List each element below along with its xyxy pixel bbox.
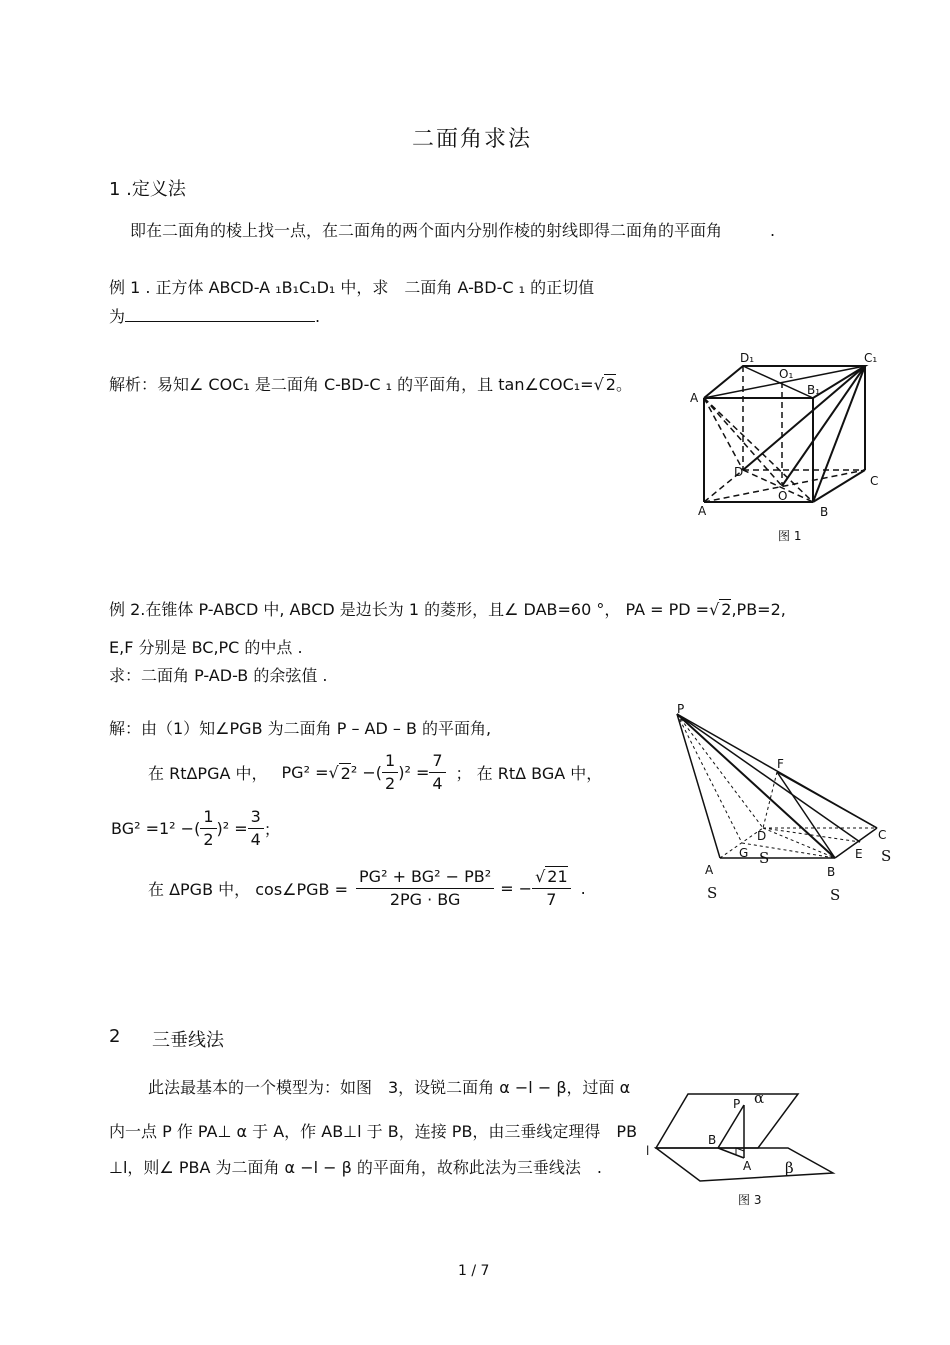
example2-solution-line2: 在 RtΔPGA 中， PG² = √ 2 ² −( $\frac{1}{2}$ )² = $\frac{7}{4}$ ； 在 RtΔ BGA 中，: [148, 751, 603, 793]
figure1-cube: [690, 350, 890, 550]
fraction: $\frac{7}{4}$: [429, 750, 445, 795]
label-P: P: [677, 702, 685, 716]
right-angle-mark: [736, 1148, 744, 1155]
fraction: $\frac{√ 21}{7}$: [532, 866, 571, 911]
fraction: $\frac{\text{PG² + BG² − PB²}}{2PG \cdot BG}$: [356, 866, 494, 911]
label-P: P: [733, 1097, 741, 1111]
page-number: 1 / 7: [458, 1263, 490, 1279]
diagonal-d1b1: [743, 366, 813, 398]
example2-solution-line3: BG² =1² −( $\frac{1}{2}$ )² = $\frac{3}{4}$ ；: [111, 807, 280, 849]
example2-line2: E,F 分别是 BC,PC 的中点 .: [109, 638, 303, 657]
edge-pe: [677, 714, 860, 842]
cube-edge: [813, 470, 865, 502]
hidden-edge-pd: [677, 714, 763, 828]
label-D: D: [734, 465, 744, 479]
label-alpha: α: [754, 1089, 765, 1107]
label-A1: A: [690, 391, 699, 405]
example1-question: 例 1 . 正方体 ABCD-A ₁B₁C₁D₁ 中，求 二面角 A-BD-C ₁ 的正切值: [109, 278, 595, 297]
section1-heading: 1 .定义法: [109, 179, 186, 200]
label-B: B: [708, 1133, 717, 1147]
label-C: C: [870, 474, 879, 488]
label-C1: C₁: [864, 351, 878, 365]
example2-solution-line1: 解：由（1）知∠PGB 为二面角 P – AD – B 的平面角,: [109, 719, 492, 738]
label-B: B: [827, 865, 836, 879]
figure3-caption: 图 3: [738, 1193, 762, 1207]
label-S: S: [759, 849, 770, 867]
sqrt-sign: √: [593, 375, 604, 394]
label-l: l: [646, 1144, 650, 1158]
figure1-caption: 图 1: [778, 529, 802, 543]
label-beta: β: [785, 1159, 794, 1177]
label-D1: D₁: [740, 351, 755, 365]
answer-blank: [125, 307, 315, 322]
section1-definition: 即在二面角的棱上找一点，在二面角的两个面内分别作棱的射线即得二面角的平面角 .: [130, 221, 776, 240]
example2-line3: 求：二面角 P-AD-B 的余弦值 .: [109, 666, 328, 685]
label-G: G: [739, 846, 749, 860]
label-F: F: [777, 757, 784, 771]
example1-solution: 解析：易知∠ COC₁ 是二面角 C-BD-C ₁ 的平面角，且 tan∠COC₁=√ 2。: [109, 375, 632, 394]
plane-alpha: [656, 1094, 798, 1148]
edge-fb: [777, 772, 835, 858]
section2-heading-number: 2: [109, 1026, 121, 1047]
example1-answer-line: 为 .: [109, 307, 321, 326]
fraction: $\frac{3}{4}$: [248, 806, 264, 851]
label-S: S: [707, 884, 718, 902]
segment-pb: [718, 1105, 744, 1148]
hidden-edge-de: [763, 828, 860, 842]
label-S: S: [881, 847, 892, 865]
label-S: S: [830, 886, 841, 904]
fraction: $\frac{1}{2}$: [200, 806, 216, 851]
label-C: C: [878, 828, 887, 842]
label-O1: O₁: [779, 367, 794, 381]
hidden-edge-ad: [704, 398, 743, 470]
label-O: O: [778, 489, 788, 503]
label-B: B: [820, 505, 829, 519]
section2-para-line3: ⊥l，则∠ PBA 为二面角 α −l − β 的平面角，故称此法为三垂线法 .: [109, 1158, 603, 1177]
section2-heading: 三垂线法: [152, 1030, 224, 1051]
edge-pb: [677, 714, 835, 858]
label-D: D: [757, 829, 767, 843]
example2-line1: 例 2.在锥体 P-ABCD 中, ABCD 是边长为 1 的菱形，且∠ DAB=60 °， PA = PD =√ 2,PB=2,: [109, 600, 786, 619]
section2-para-line2: 内一点 P 作 PA⊥ α 于 A，作 AB⊥l 于 B，连接 PB，由三垂线定理得 PB: [109, 1122, 638, 1141]
label-A: A: [705, 863, 714, 877]
example2-solution-line4: 在 ΔPGB 中， cos∠PGB = $\frac{\text{PG² + BG² − PB²}}{2PG \cdot BG}$ = − $\frac{√ 21}{7}$ .: [148, 867, 586, 909]
label-A: A: [698, 504, 707, 518]
label-A: A: [743, 1159, 752, 1173]
hidden-edge-ab: [704, 398, 813, 502]
label-E: E: [855, 847, 863, 861]
edge-bc1: [813, 366, 865, 502]
fraction: $\frac{1}{2}$: [382, 750, 398, 795]
figure2-pyramid: [665, 700, 905, 910]
figure3-planes: [640, 1085, 845, 1215]
page-title: 二面角求法: [412, 127, 533, 152]
label-B1: B₁: [807, 383, 821, 397]
section2-para-line1: 此法最基本的一个模型为：如图 3，设锐二面角 α −l − β，过面 α: [148, 1078, 631, 1097]
